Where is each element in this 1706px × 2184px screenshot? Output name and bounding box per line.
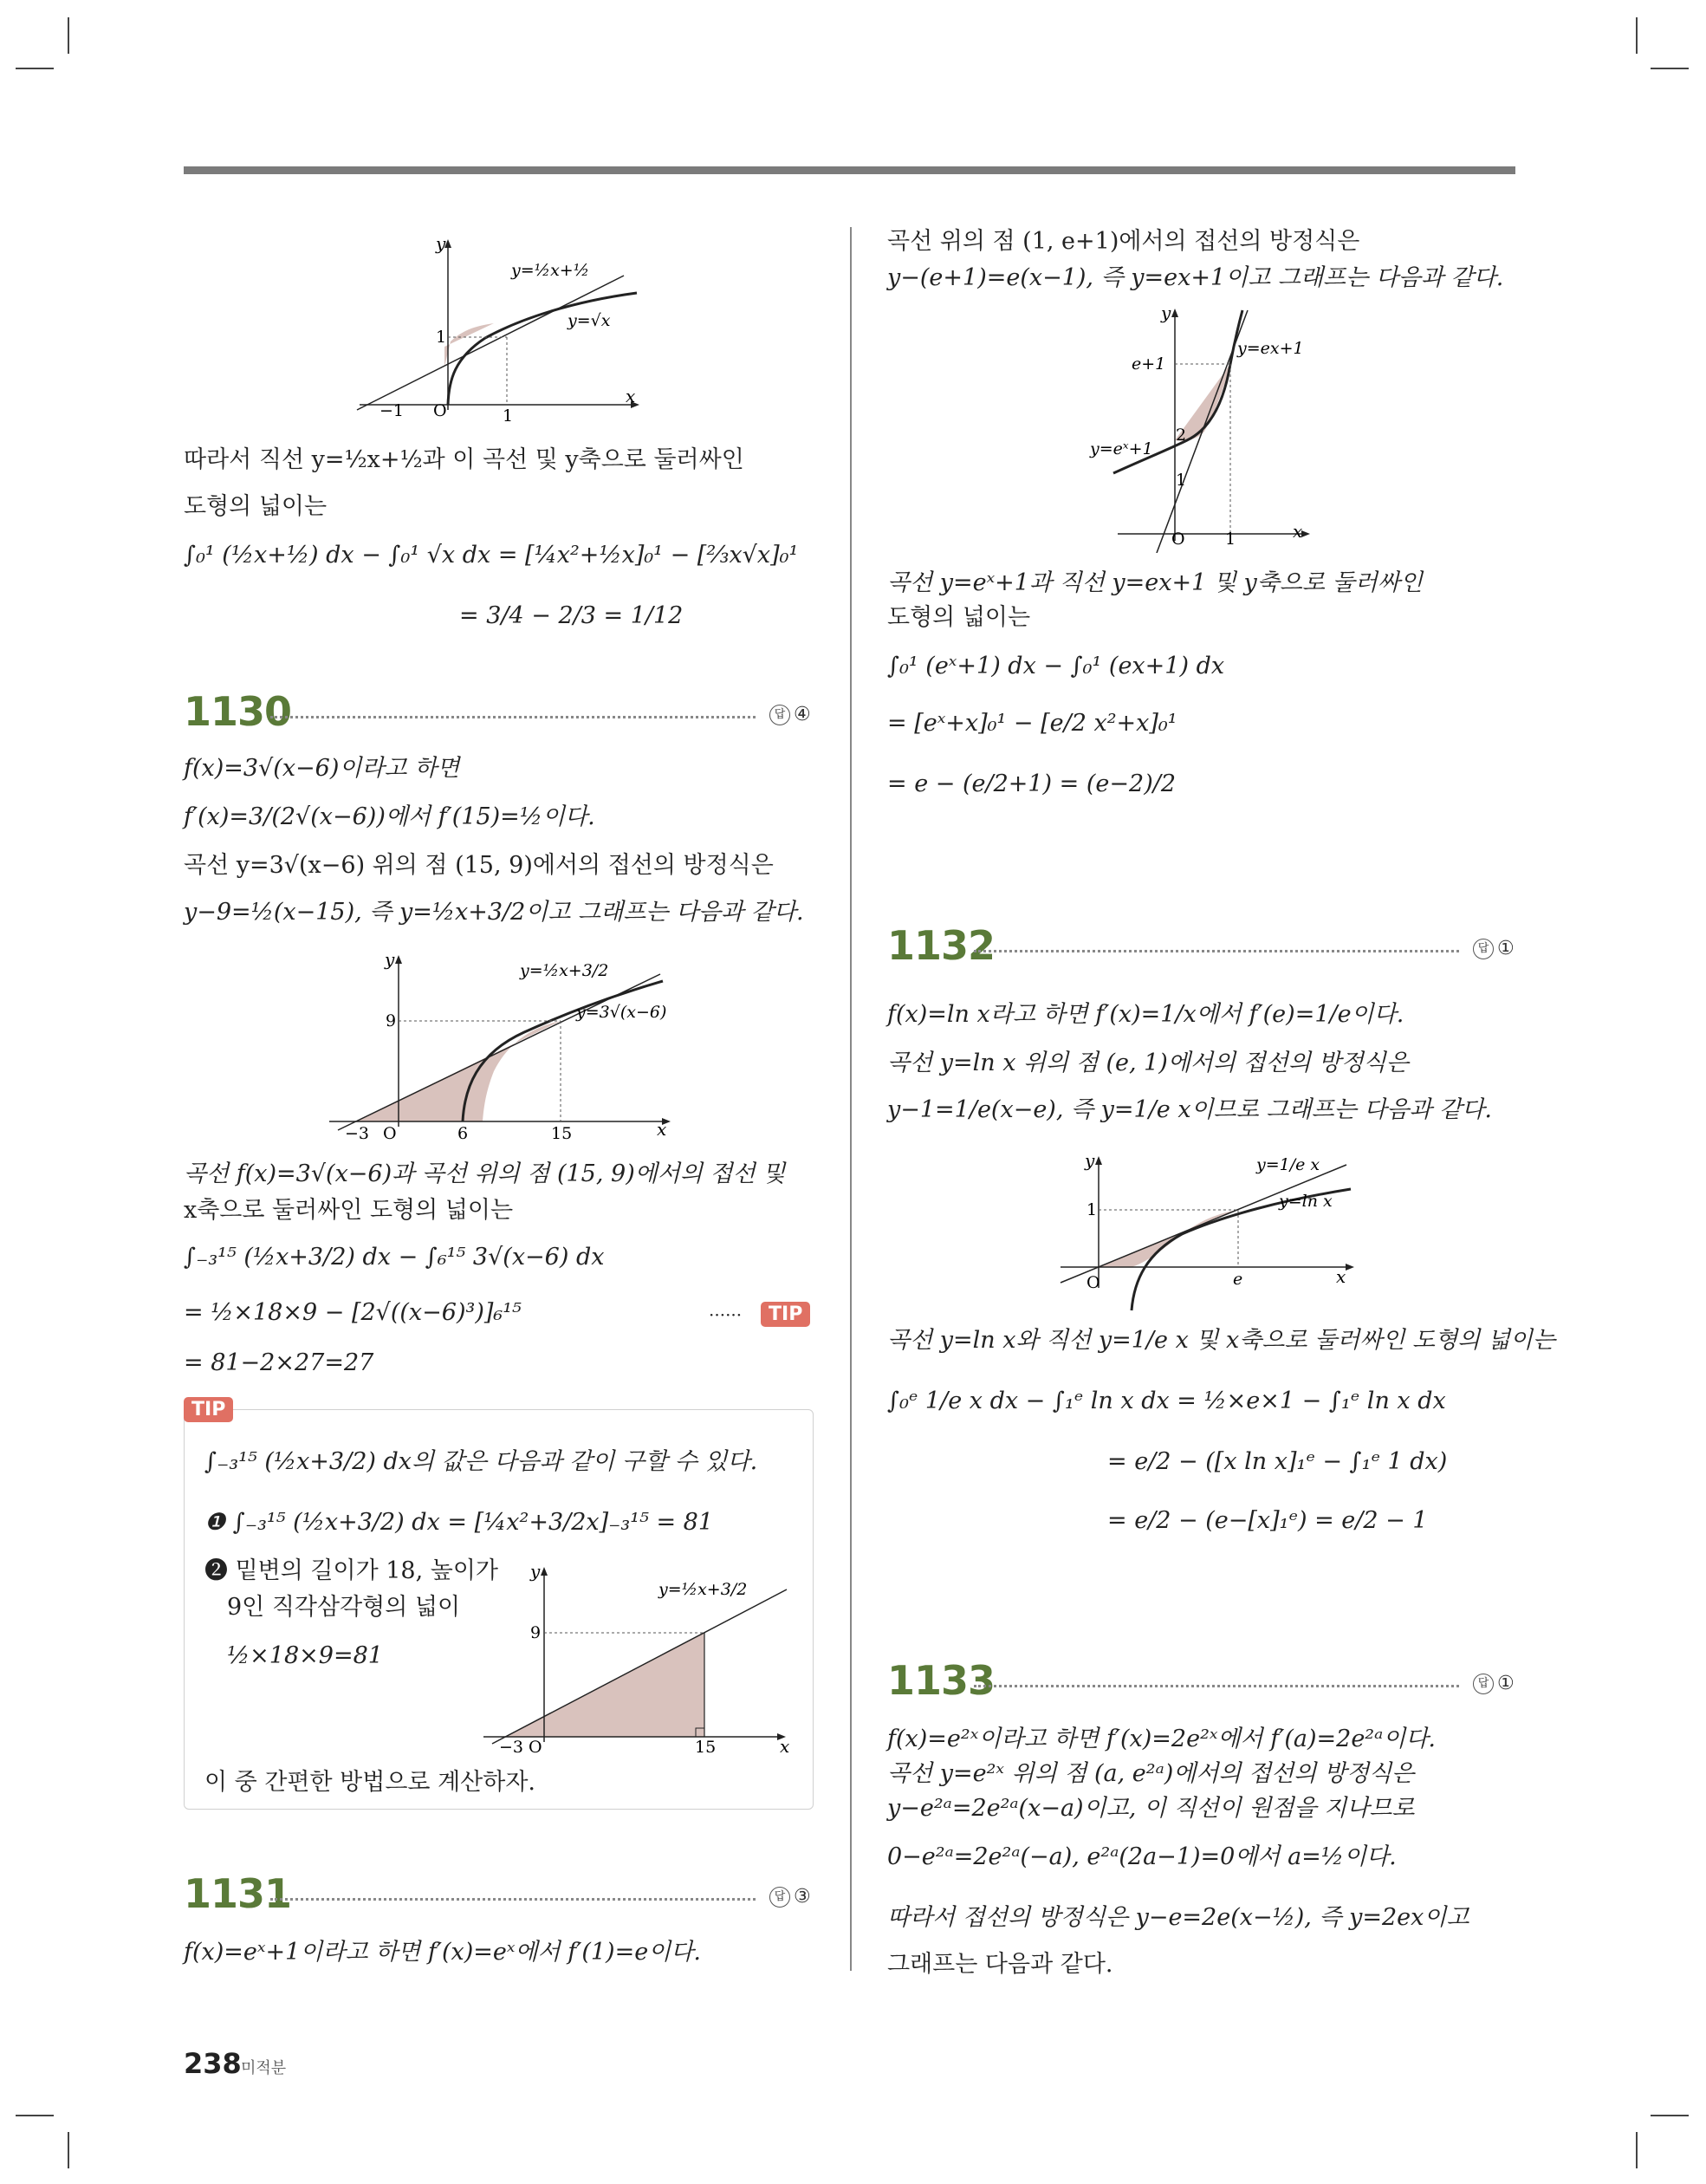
xaxis-label: x	[1293, 521, 1303, 542]
tick-x6: 6	[457, 1124, 469, 1143]
tangent-line	[1061, 1165, 1346, 1283]
tip-text: 9인 직각삼각형의 넓이	[227, 1594, 461, 1621]
text-line: 그래프는 다음과 같다.	[887, 1951, 1113, 1978]
xaxis-label: x	[626, 386, 636, 406]
dotted-rule	[270, 716, 756, 718]
y-arrow	[1171, 309, 1178, 317]
text-line: y−e²ᵃ=2e²ᵃ(x−a)이고, 이 직선이 원점을 지나므로	[887, 1795, 1415, 1822]
tick-y2: 2	[1176, 426, 1187, 445]
curve-label: y=3√(x−6)	[576, 1003, 667, 1022]
text-line: y−1=1/e(x−e), 즉 y=1/e x이므로 그래프는 다음과 같다.	[887, 1096, 1492, 1123]
tick-xm3: −3	[345, 1124, 370, 1143]
text-line: 도형의 넓이는	[184, 493, 328, 520]
answer: 답 ①	[1473, 938, 1515, 959]
text-line: 곡선 y=3√(x−6) 위의 점 (15, 9)에서의 접선의 방정식은	[184, 852, 774, 879]
origin: O	[433, 401, 447, 420]
tip-text: ❷ 밑변의 길이가 18, 높이가	[204, 1557, 499, 1584]
text-line: 0−e²ᵃ=2e²ᵃ(−a), e²ᵃ(2a−1)=0에서 a=½이다.	[887, 1843, 1397, 1870]
formula: ∫₋₃¹⁵ (½x+3/2) dx − ∫₆¹⁵ 3√(x−6) dx	[184, 1244, 605, 1271]
crop-mark	[1636, 17, 1638, 54]
graph-exp	[1074, 302, 1334, 553]
text-line: 곡선 f(x)=3√(x−6)과 곡선 위의 점 (15, 9)에서의 접선 및	[184, 1160, 786, 1187]
graph-ln	[1052, 1149, 1364, 1314]
tick-y9: 9	[530, 1623, 542, 1642]
xaxis-label: x	[780, 1736, 790, 1755]
crop-mark	[68, 2132, 69, 2168]
text-line: 따라서 직선 y=½x+½과 이 곡선 및 y축으로 둘러싸인	[184, 446, 744, 473]
tick-x1: 1	[503, 406, 514, 423]
y-arrow	[1095, 1156, 1102, 1165]
tip-tag: TIP	[761, 1302, 810, 1327]
dotted-rule	[270, 1898, 756, 1901]
graph-tip	[475, 1560, 795, 1755]
text-line: f′(x)=3/(2√(x−6))에서 f′(15)=½이다.	[184, 803, 595, 830]
page-number: 238	[184, 2047, 242, 2080]
crop-mark	[16, 2115, 54, 2116]
line-label: y=½x+½	[511, 261, 590, 280]
text-line: f(x)=ln x라고 하면 f′(x)=1/x에서 f′(e)=1/e이다.	[887, 1001, 1404, 1028]
yaxis-label: y	[436, 233, 446, 254]
curve-label: y=ln x	[1279, 1192, 1333, 1211]
sqrt-curve	[448, 293, 637, 405]
tip-text: ½×18×9=81	[227, 1642, 383, 1669]
tick-ye1: e+1	[1132, 354, 1166, 374]
problem-number: 1132	[887, 922, 996, 969]
problem-number: 1131	[184, 1870, 292, 1917]
y-arrow	[541, 1567, 548, 1576]
tick-neg1: −1	[379, 401, 405, 420]
formula: = 81−2×27=27	[184, 1349, 374, 1376]
graph-sqrt	[347, 232, 658, 423]
tip-text: ∫₋₃¹⁵ (½x+3/2) dx의 값은 다음과 같이 구할 수 있다.	[204, 1448, 758, 1475]
text-line: f(x)=3√(x−6)이라고 하면	[184, 755, 460, 782]
page-subject: 미적분	[241, 2059, 287, 2077]
formula: = 3/4 − 2/3 = 1/12	[459, 602, 684, 629]
y-arrow	[395, 955, 402, 964]
tick-y1: 1	[1087, 1200, 1098, 1219]
origin: O	[1087, 1273, 1100, 1292]
tip-text: 이 중 간편한 방법으로 계산하자.	[204, 1769, 535, 1796]
tick-xe: e	[1233, 1270, 1243, 1289]
text-line: x축으로 둘러싸인 도형의 넓이는	[184, 1197, 514, 1224]
tick-x15: 15	[695, 1738, 717, 1755]
text-line: f(x)=e²ˣ이라고 하면 f′(x)=2e²ˣ에서 f′(a)=2e²ᵃ이다.	[887, 1726, 1437, 1752]
tick-xm3: −3	[499, 1738, 524, 1755]
crop-mark	[16, 68, 54, 69]
yaxis-label: y	[1161, 302, 1171, 323]
origin: O	[383, 1124, 397, 1143]
text-line: 곡선 y=eˣ+1과 직선 y=ex+1 및 y축으로 둘러싸인	[887, 569, 1423, 596]
answer: 답 ④	[769, 704, 811, 725]
origin: O	[529, 1738, 542, 1755]
formula: ∫₀¹ (½x+½) dx − ∫₀¹ √x dx = [¼x²+½x]₀¹ − [⅔x√x]₀¹	[184, 542, 799, 569]
crop-mark	[1651, 68, 1689, 69]
text-line: 곡선 위의 점 (1, e+1)에서의 접선의 방정식은	[887, 228, 1360, 255]
tick-x15: 15	[551, 1124, 573, 1143]
yaxis-label: y	[530, 1561, 541, 1582]
yaxis-label: y	[385, 950, 395, 970]
origin: O	[1171, 530, 1185, 549]
curve-label: y=√x	[568, 311, 611, 330]
formula: ∫₀¹ (eˣ+1) dx − ∫₀¹ (ex+1) dx	[887, 653, 1225, 679]
tick-x1: 1	[1225, 530, 1236, 549]
tip-label: TIP	[184, 1397, 233, 1422]
dots-label: ······	[709, 1304, 743, 1325]
text-line: 따라서 접선의 방정식은 y−e=2e(x−½), 즉 y=2ex이고	[887, 1904, 1469, 1931]
tip-text: ❶ ∫₋₃¹⁵ (½x+3/2) dx = [¼x²+3/2x]₋₃¹⁵ = 81	[204, 1509, 714, 1536]
dotted-rule	[974, 950, 1459, 952]
text-line: 도형의 넓이는	[887, 604, 1031, 631]
xaxis-label: x	[657, 1119, 667, 1140]
x-arrow	[1346, 1264, 1354, 1271]
header-bar	[184, 166, 1515, 174]
tangent-line	[357, 276, 624, 410]
answer: 답 ①	[1473, 1673, 1515, 1694]
text-line: 곡선 y=ln x 위의 점 (e, 1)에서의 접선의 방정식은	[887, 1050, 1409, 1076]
dotted-rule	[974, 1685, 1459, 1687]
crop-mark	[68, 17, 69, 54]
line-label: y=1/e x	[1256, 1155, 1320, 1174]
formula: = e/2 − ([x ln x]₁ᵉ − ∫₁ᵉ 1 dx)	[1107, 1448, 1448, 1475]
yaxis-label: y	[1085, 1150, 1095, 1171]
formula: = e/2 − (e−[x]₁ᵉ) = e/2 − 1	[1107, 1507, 1428, 1534]
formula: = e − (e/2+1) = (e−2)/2	[887, 770, 1177, 797]
line-label: y=½x+3/2	[658, 1580, 748, 1599]
formula: = ½×18×9 − [2√((x−6)³)]₆¹⁵	[184, 1299, 522, 1326]
formula: = [eˣ+x]₀¹ − [e/2 x²+x]₀¹	[887, 710, 1177, 737]
formula: ∫₀ᵉ 1/e x dx − ∫₁ᵉ ln x dx = ½×e×1 − ∫₁ᵉ ln x dx	[887, 1388, 1446, 1414]
text-line: 곡선 y=e²ˣ 위의 점 (a, e²ᵃ)에서의 접선의 방정식은	[887, 1760, 1415, 1787]
tick-y9: 9	[386, 1011, 397, 1030]
tick-y1: 1	[1176, 471, 1187, 490]
tick-y1: 1	[436, 328, 447, 347]
text-line: 곡선 y=ln x와 직선 y=1/e x 및 x축으로 둘러싸인 도형의 넓이는	[887, 1327, 1556, 1354]
xaxis-label: x	[1336, 1266, 1346, 1287]
graph-1130	[321, 950, 684, 1149]
text-line: f(x)=eˣ+1이라고 하면 f′(x)=eˣ에서 f′(1)=e이다.	[184, 1939, 701, 1966]
x-arrow	[1301, 530, 1310, 537]
curve-label: y=eˣ+1	[1090, 439, 1153, 458]
text-line: y−(e+1)=e(x−1), 즉 y=ex+1이고 그래프는 다음과 같다.	[887, 264, 1504, 291]
crop-mark	[1651, 2115, 1689, 2116]
line-label: y=ex+1	[1237, 339, 1304, 358]
answer: 답 ③	[769, 1886, 811, 1908]
problem-number: 1130	[184, 688, 292, 735]
column-divider	[850, 227, 852, 1971]
text-line: y−9=½(x−15), 즉 y=½x+3/2이고 그래프는 다음과 같다.	[184, 899, 804, 926]
problem-number: 1133	[887, 1657, 996, 1704]
crop-mark	[1636, 2132, 1638, 2168]
line-label: y=½x+3/2	[520, 961, 609, 980]
